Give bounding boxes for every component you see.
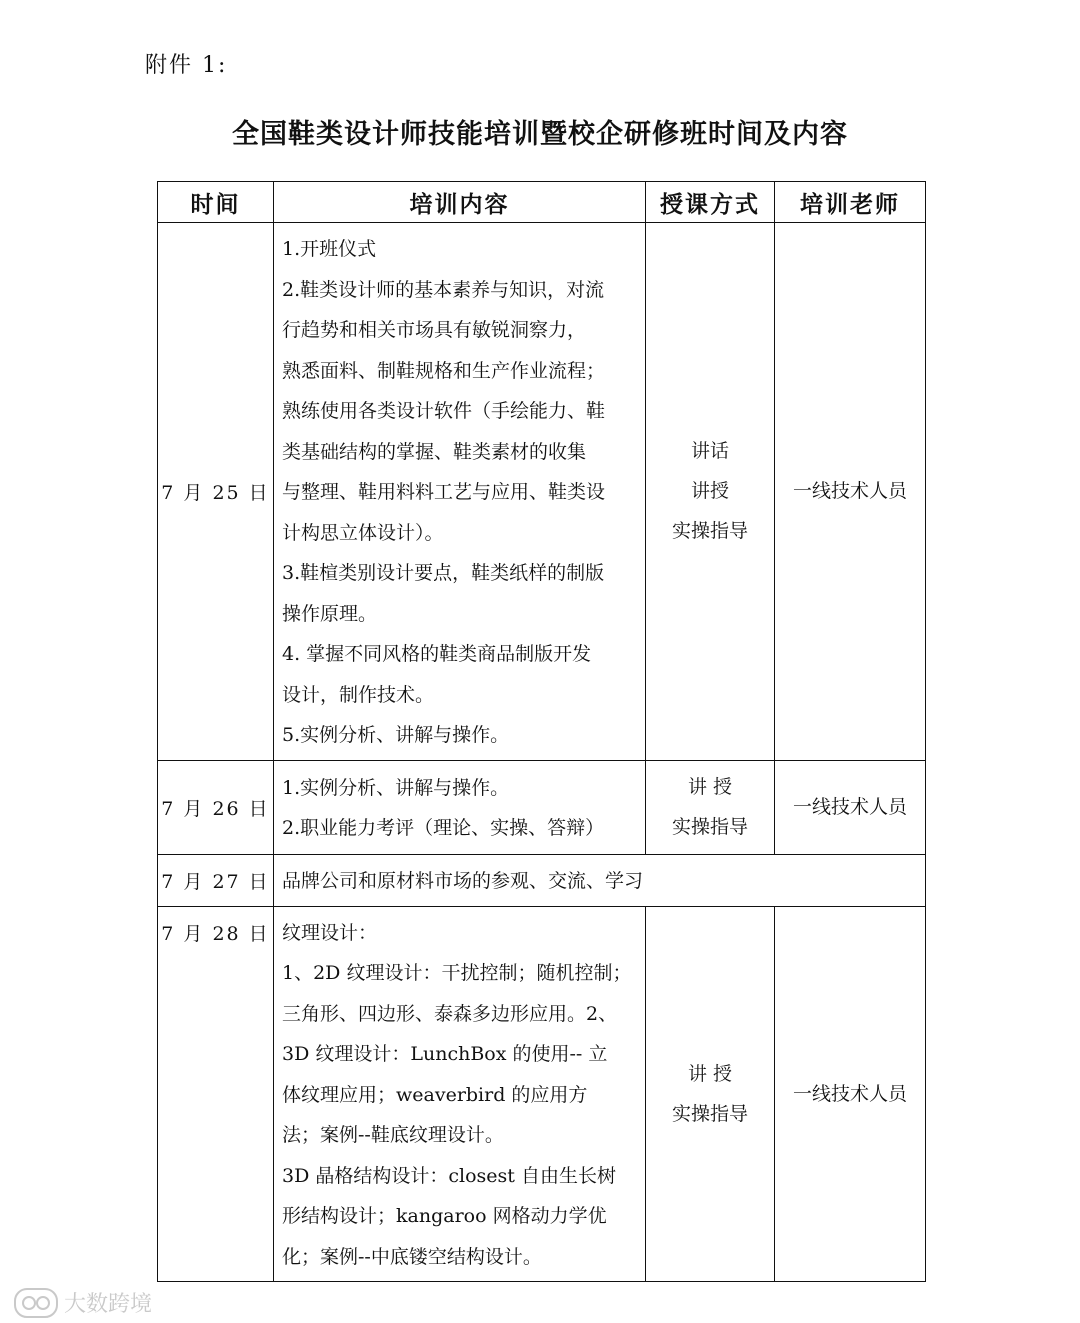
header-method: 授课方式 — [646, 182, 775, 223]
content-line: 4. 掌握不同风格的鞋类商品制版开发 — [282, 643, 592, 665]
header-teacher: 培训老师 — [775, 182, 926, 223]
row-teacher: 一线技术人员 — [775, 223, 926, 761]
table-row — [158, 223, 926, 761]
content-line: 化；案例--中底镂空结构设计。 — [282, 1245, 542, 1268]
row-date: 7 月 27 日 — [158, 854, 274, 906]
row-method — [646, 906, 775, 1282]
row-method — [646, 223, 775, 761]
content-line: 与整理、鞋用料料工艺与应用、鞋类设 — [282, 481, 606, 503]
table-header-row — [158, 182, 926, 223]
method-item: 实操指导 — [671, 816, 748, 838]
content-line: 行趋势和相关市场具有敏锐洞察力， — [282, 319, 587, 341]
watermark — [14, 1287, 152, 1318]
content-line: 2.职业能力考评（理论、实操、答辩） — [282, 817, 605, 839]
row-date: 7 月 25 日 — [158, 223, 274, 761]
table-row — [158, 854, 926, 906]
row-method — [646, 760, 775, 854]
row-teacher: 一线技术人员 — [775, 760, 926, 854]
content-line: 5.实例分析、讲解与操作。 — [282, 724, 510, 746]
table-row — [158, 906, 926, 1282]
method-item: 实操指导 — [671, 1102, 748, 1125]
row-content — [274, 906, 646, 1282]
watermark-text: 大数跨境 — [64, 1292, 153, 1317]
content-line: 体纹理应用；weaverbird 的应用方 — [282, 1083, 588, 1106]
row-content — [274, 760, 646, 854]
row-content — [274, 854, 926, 906]
row-content — [274, 223, 646, 761]
content-line: 3.鞋楦类别设计要点，鞋类纸样的制版 — [282, 562, 605, 584]
method-item: 讲 授 — [687, 776, 733, 798]
table-row — [158, 760, 926, 854]
content-line: 2.鞋类设计师的基本素养与知识，对流 — [282, 278, 605, 301]
content-line: 1.实例分析、讲解与操作。 — [282, 776, 510, 799]
row-date: 7 月 26 日 — [158, 760, 274, 854]
row-date: 7 月 28 日 — [158, 906, 274, 1282]
content-line: 类基础结构的掌握、鞋类素材的收集 — [282, 440, 587, 463]
content-line: 3D 纹理设计：LunchBox 的使用-- 立 — [282, 1043, 608, 1065]
row-teacher: 一线技术人员 — [775, 906, 926, 1282]
content-line: 1、2D 纹理设计：干扰控制；随机控制； — [282, 962, 632, 984]
page-title: 全国鞋类设计师技能培训暨校企研修班时间及内容 — [232, 119, 848, 150]
content-line: 熟悉面料、制鞋规格和生产作业流程； — [282, 359, 606, 382]
method-item: 讲话 — [690, 440, 729, 463]
content-line: 计构思立体设计）。 — [282, 521, 444, 544]
content-line: 设计，制作技术。 — [282, 683, 435, 706]
content-line: 法；案例--鞋底纹理设计。 — [282, 1124, 504, 1146]
schedule-table — [157, 181, 926, 1282]
content-line: 3D 晶格结构设计：closest 自由生长树 — [282, 1164, 616, 1187]
attachment-label: 附件 1: — [145, 53, 228, 78]
content-line: 形结构设计；kangaroo 网格动力学优 — [282, 1205, 607, 1227]
watermark-logo-icon — [14, 1288, 58, 1318]
content-line: 1.开班仪式 — [282, 238, 377, 260]
method-item: 实操指导 — [671, 520, 748, 543]
method-item: 讲 授 — [687, 1062, 733, 1085]
header-content: 培训内容 — [274, 182, 646, 223]
content-line: 三角形、四边形、泰森多边形应用。2、 — [282, 1002, 618, 1025]
content-line: 操作原理。 — [282, 602, 378, 625]
content-line: 熟练使用各类设计软件（手绘能力、鞋 — [282, 400, 606, 422]
method-item: 讲授 — [690, 480, 729, 503]
header-time: 时间 — [158, 182, 274, 223]
content-line: 纹理设计： — [282, 921, 378, 944]
content-line: 品牌公司和原材料市场的参观、交流、学习 — [282, 869, 644, 892]
